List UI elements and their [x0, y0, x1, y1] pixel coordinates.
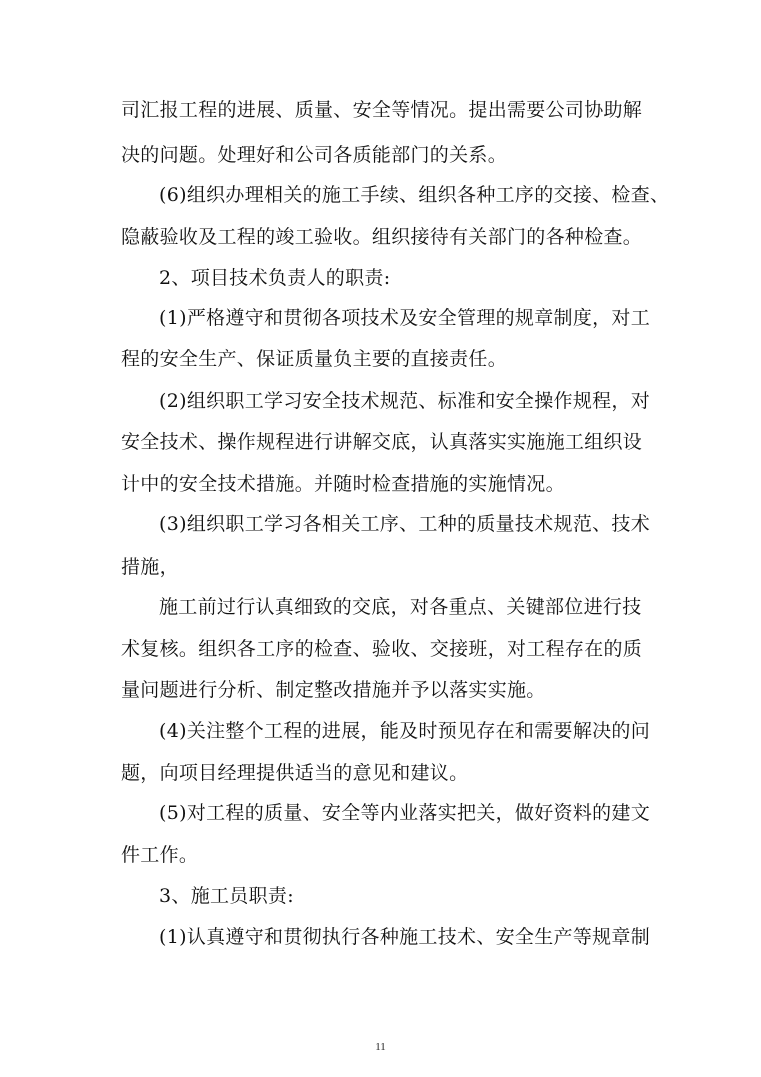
- text-line: 司汇报工程的进展、质量、安全等情况。提出需要公司协助解: [121, 99, 643, 121]
- text-line: 件工作。: [121, 844, 199, 866]
- text-line: 施工前过行认真细致的交底，对各重点、关键部位进行技: [159, 596, 642, 618]
- text-line: (2)组织职工学习安全技术规范、标准和安全操作规程，对: [159, 390, 651, 412]
- text-line: 术复核。组织各工序的检查、验收、交接班，对工程存在的质: [121, 638, 643, 660]
- text-line: 程的安全生产、保证质量负主要的直接责任。: [121, 348, 508, 370]
- text-line: (5)对工程的质量、安全等内业落实把关，做好资料的建文: [159, 802, 651, 824]
- text-line: (1)严格遵守和贯彻各项技术及安全管理的规章制度，对工: [159, 307, 651, 329]
- text-line: (1)认真遵守和贯彻执行各种施工技术、安全生产等规章制: [159, 926, 651, 948]
- page-number: 11: [375, 1041, 386, 1053]
- text-line: 隐蔽验收及工程的竣工验收。组织接待有关部门的各种检查。: [121, 226, 643, 248]
- text-line: 措施，: [121, 556, 179, 578]
- text-line: 计中的安全技术措施。并随时检查措施的实施情况。: [121, 473, 565, 495]
- text-line: 题，向项目经理提供适当的意见和建议。: [121, 762, 469, 784]
- text-line: (4)关注整个工程的进展，能及时预见存在和需要解决的问: [159, 720, 651, 742]
- section-heading: 3、施工员职责:: [159, 885, 294, 907]
- text-line: (6)组织办理相关的施工手续、组织各种工序的交接、检查、: [159, 184, 670, 206]
- section-heading: 2、项目技术负责人的职责:: [159, 267, 391, 289]
- text-line: 量问题进行分析、制定整改措施并予以落实实施。: [121, 679, 546, 701]
- text-line: 决的问题。处理好和公司各质能部门的关系。: [121, 144, 508, 166]
- text-line: 安全技术、操作规程进行讲解交底，认真落实实施施工组织设: [121, 431, 643, 453]
- text-line: (3)组织职工学习各相关工序、工种的质量技术规范、技术: [159, 513, 651, 535]
